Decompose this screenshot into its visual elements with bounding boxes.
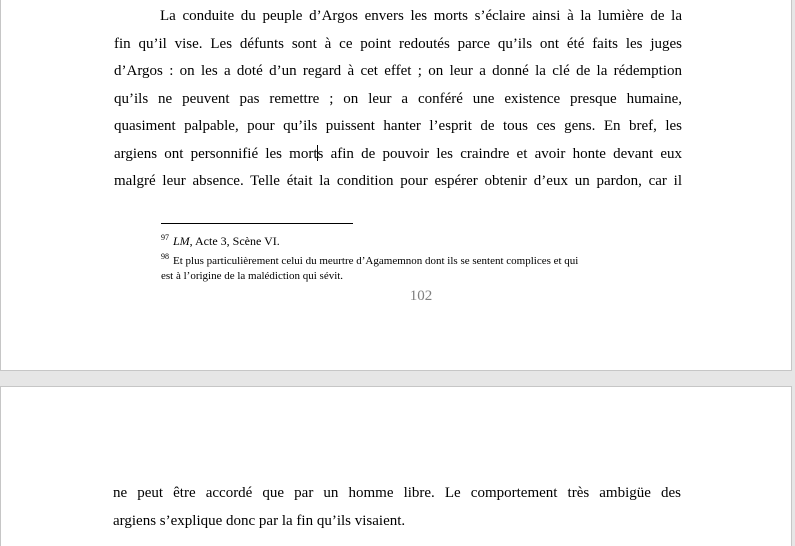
footnote-98 (161, 249, 681, 284)
footnotes-area[interactable] (161, 230, 681, 284)
text-line: malgré leur absence. Telle était la condition pour espérer obtenir d’eux un pardon, car il (114, 173, 682, 189)
page-number: 102 (409, 288, 433, 304)
text-line: La conduite du peuple d’Argos envers les morts s’éclaire ainsi à la lumière de la (160, 8, 682, 24)
text-line-with-caret (114, 141, 682, 169)
text-line: d’Argos : on les a doté d’un regard à cet effet ; on leur a donné la clé de la rédemption (114, 63, 682, 79)
text-line: quasiment palpable, pour qu’ils puissent hanter l’esprit de tous ces gens. En bref, les (114, 118, 682, 134)
footnote-number: 97 (161, 233, 169, 242)
text-line: ne peut être accordé que par un homme libre. Le comportement très ambigüe des (113, 485, 681, 501)
text-before-caret: argiens ont personnifié les mort (114, 145, 318, 162)
text-line: argiens s’explique donc par la fin qu’ils visaient. (113, 512, 406, 529)
footnote-italic-title: LM (173, 234, 190, 248)
footnote-text: Et plus particulièrement celui du meurtre d’Agamemnon dont ils se sentent complices et qui (173, 255, 579, 267)
footnote-number: 98 (161, 252, 169, 261)
text-line: fin qu’il vise. Les défunts sont à ce point redoutés parce qu’ils ont été faits les juges (114, 35, 682, 52)
footnote-text: est à l’origine de la malédiction qui sévit. (161, 270, 344, 282)
footnote-97 (161, 230, 681, 249)
body-paragraph[interactable] (113, 480, 681, 535)
text-after-caret: s afin de pouvoir les craindre et avoir honte devant eux (317, 145, 683, 162)
text-line: qu’ils ne peuvent pas remettre ; on leur a conféré une existence presque humaine, (114, 90, 682, 107)
footnote-separator (161, 223, 353, 224)
footnote-text: , Acte 3, Scène VI. (189, 234, 280, 248)
body-paragraph[interactable] (114, 3, 682, 196)
